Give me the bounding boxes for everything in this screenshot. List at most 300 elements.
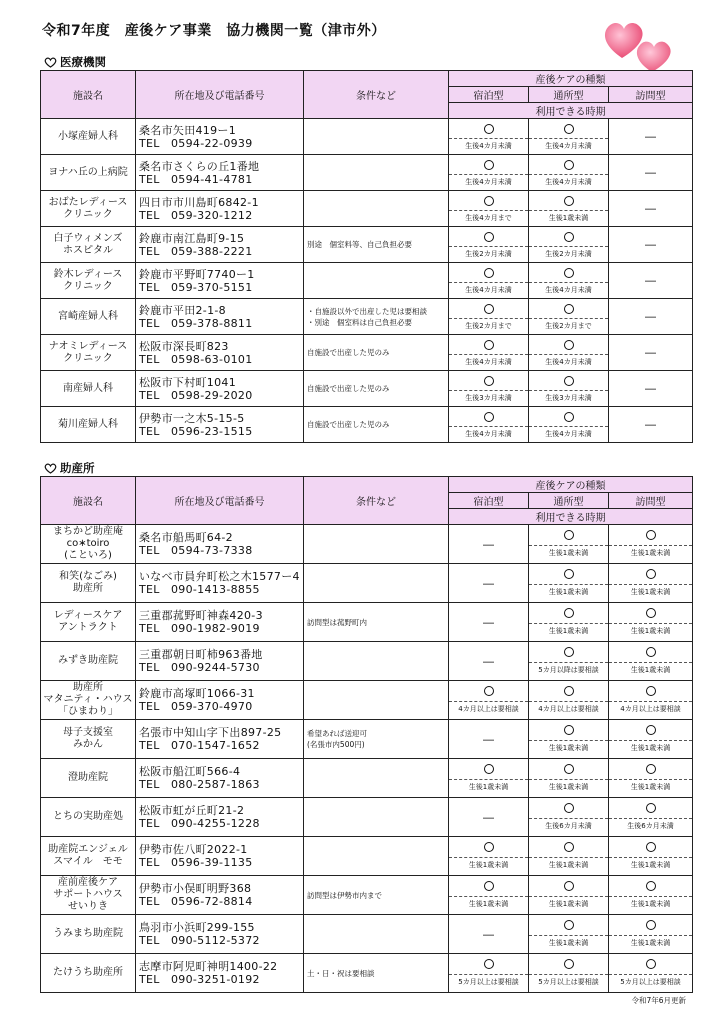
availability-mark [449, 954, 528, 975]
period-text: 生後6カ月未満 [545, 822, 592, 830]
availability-mark [529, 371, 608, 391]
available-circle-icon [484, 376, 494, 386]
facility-name-line: 助産所 [73, 682, 103, 693]
unavailable-dash: ― [645, 238, 657, 251]
address-text: 松阪市深長町823 [139, 339, 229, 353]
service-visit [609, 798, 693, 837]
facility-name-line: 産前産後ケア [58, 877, 118, 888]
phone-number: TEL 059-370-4970 [139, 700, 253, 713]
condition-line: 訪問型は菰野町内 [307, 617, 367, 627]
service-visit [609, 915, 693, 954]
condition-line: ・別途 個室料は自己負担必要 [307, 317, 412, 327]
availability-mark [449, 119, 528, 139]
facility-address [136, 720, 304, 759]
unavailable-dash: ― [483, 810, 494, 824]
header-name: 施設名 [41, 477, 136, 525]
available-circle-icon [646, 647, 656, 657]
conditions [304, 954, 449, 993]
table-row [41, 119, 693, 155]
service-cell [529, 227, 608, 262]
facility-name-line: 助産院エンジェル [48, 844, 128, 855]
facility-address [136, 525, 304, 564]
availability-mark [609, 837, 692, 858]
facility-address [136, 681, 304, 720]
service-visit [609, 681, 693, 720]
phone-number: TEL 090-9244-5730 [139, 661, 260, 674]
availability-mark [529, 603, 608, 624]
facility-name [41, 837, 136, 876]
facility-address [136, 299, 304, 335]
facility-address [136, 227, 304, 263]
service-cell [449, 759, 528, 797]
availability-mark [529, 155, 608, 175]
conditions [304, 227, 449, 263]
available-circle-icon [484, 842, 494, 852]
available-circle-icon [484, 764, 494, 774]
period-text: 生後1歳未満 [630, 900, 671, 908]
available-circle-icon [484, 196, 494, 206]
facility-name-line: 菊川産婦人科 [58, 418, 118, 430]
header-period: 利用できる時期 [449, 103, 693, 119]
facility-name-line: 澄助産院 [68, 772, 108, 783]
period-text: 生後1歳未満 [630, 666, 671, 674]
service-day [529, 642, 609, 681]
table-row [41, 681, 693, 720]
condition-line: 別途 個室料等、自己負担必要 [307, 240, 412, 249]
service-visit [609, 191, 693, 227]
condition-line: 自施設で出産した児のみ [307, 348, 390, 357]
period-text: 生後4カ月未満 [545, 178, 592, 186]
service-cell [529, 603, 608, 641]
facility-name [41, 915, 136, 954]
phone-number: TEL 0596-72-8814 [139, 895, 253, 908]
table-row [41, 759, 693, 798]
facility-address [136, 263, 304, 299]
facility-name-line: 助産所 [73, 583, 103, 594]
table-row [41, 603, 693, 642]
period-text: 4カ月以上は要相談 [538, 705, 599, 713]
service-stay [449, 681, 529, 720]
period-text: 生後1歳未満 [630, 783, 671, 791]
available-circle-icon [646, 959, 656, 969]
available-circle-icon [564, 881, 574, 891]
service-stay [449, 407, 529, 443]
facility-name-line: たけうち助産所 [53, 967, 123, 978]
facility-name-line: マタニティ・ハウス [43, 694, 133, 705]
available-circle-icon [564, 196, 574, 206]
available-circle-icon [484, 304, 494, 314]
service-cell [529, 681, 608, 719]
phone-number: TEL 0594-73-7338 [139, 544, 253, 557]
period-text: 生後3カ月未満 [465, 394, 512, 402]
address-text: 鳥羽市小浜町299-155 [139, 921, 255, 934]
available-circle-icon [564, 608, 574, 618]
header-address: 所在地及び電話番号 [136, 477, 304, 525]
availability-mark [449, 263, 528, 283]
address-text: 鈴鹿市平野町7740ー1 [139, 267, 255, 281]
service-day [529, 371, 609, 407]
service-day [529, 954, 609, 993]
available-circle-icon [484, 232, 494, 242]
service-cell [529, 155, 608, 190]
service-visit [609, 954, 693, 993]
conditions [304, 837, 449, 876]
service-stay [449, 371, 529, 407]
period-text: 生後1歳未満 [468, 900, 509, 908]
service-visit [609, 720, 693, 759]
period-text: 生後4カ月まで [465, 214, 512, 222]
table-row [41, 798, 693, 837]
conditions [304, 191, 449, 227]
service-day [529, 837, 609, 876]
facility-name [41, 299, 136, 335]
address-text: 名張市中知山字下出897-25 [139, 726, 282, 739]
period-text: 生後1歳未満 [630, 588, 671, 596]
service-stay [449, 915, 529, 954]
table-row [41, 407, 693, 443]
conditions [304, 525, 449, 564]
conditions [304, 371, 449, 407]
condition-line: 訪問型は伊勢市内まで [307, 890, 382, 900]
available-circle-icon [646, 530, 656, 540]
service-visit [609, 759, 693, 798]
available-circle-icon [484, 881, 494, 891]
unavailable-dash: ― [483, 732, 494, 746]
availability-mark [529, 227, 608, 247]
service-stay [449, 564, 529, 603]
available-circle-icon [646, 803, 656, 813]
facility-address [136, 119, 304, 155]
availability-mark [609, 525, 692, 546]
available-circle-icon [646, 842, 656, 852]
facility-name-line: ナオミレディース [48, 340, 128, 352]
period-text: 生後1歳未満 [630, 939, 671, 947]
period-text: 生後4カ月未満 [465, 430, 512, 438]
service-cell [449, 299, 528, 334]
facility-name-line: ホスピタル [63, 244, 113, 256]
facility-name [41, 371, 136, 407]
service-stay [449, 759, 529, 798]
available-circle-icon [564, 340, 574, 350]
availability-mark [529, 642, 608, 663]
facility-name-line: 宮崎産婦人科 [58, 310, 118, 322]
available-circle-icon [564, 124, 574, 134]
available-circle-icon [484, 340, 494, 350]
period-text: 生後4カ月未満 [465, 178, 512, 186]
service-day [529, 681, 609, 720]
available-circle-icon [564, 686, 574, 696]
address-text: 鈴鹿市南江島町9-15 [139, 231, 245, 245]
available-circle-icon [484, 268, 494, 278]
facility-name [41, 720, 136, 759]
service-cell [529, 759, 608, 797]
header-stay: 宿泊型 [449, 493, 529, 509]
service-cell [609, 720, 692, 758]
address-text: 伊勢市一之木5-15-5 [139, 411, 245, 425]
availability-mark [609, 759, 692, 780]
service-stay [449, 299, 529, 335]
availability-mark [609, 603, 692, 624]
facility-address [136, 191, 304, 227]
service-cell [529, 915, 608, 953]
available-circle-icon [564, 376, 574, 386]
table-row [41, 155, 693, 191]
period-text: 生後4カ月未満 [545, 430, 592, 438]
unavailable-dash: ― [645, 310, 657, 323]
header-care-types: 産後ケアの種類 [449, 477, 693, 493]
available-circle-icon [646, 920, 656, 930]
available-circle-icon [484, 959, 494, 969]
service-day [529, 299, 609, 335]
available-circle-icon [484, 160, 494, 170]
availability-mark [449, 191, 528, 211]
available-circle-icon [564, 842, 574, 852]
facility-name-line: 和笑(なごみ) [59, 571, 117, 582]
facility-name [41, 407, 136, 443]
address-text: 松阪市虹が丘町21-2 [139, 804, 245, 817]
address-text: 桑名市船馬町64-2 [139, 531, 233, 544]
service-stay [449, 603, 529, 642]
facility-name-line: みかん [73, 739, 103, 750]
service-stay [449, 642, 529, 681]
period-text: 生後2カ月未満 [465, 250, 512, 258]
service-cell [449, 263, 528, 298]
service-cell [449, 954, 528, 992]
service-cell [449, 876, 528, 914]
facility-address [136, 642, 304, 681]
service-stay [449, 263, 529, 299]
facility-name-line: クリニック [63, 280, 113, 292]
availability-mark [529, 915, 608, 936]
availability-mark [529, 954, 608, 975]
service-day [529, 155, 609, 191]
availability-mark [609, 720, 692, 741]
header-stay: 宿泊型 [449, 87, 529, 103]
address-text: 桑名市矢田419ー1 [139, 123, 236, 137]
facility-address [136, 915, 304, 954]
service-day [529, 263, 609, 299]
facility-name [41, 642, 136, 681]
period-text: 生後4カ月未満 [465, 358, 512, 366]
address-text: 桑名市さくらの丘1番地 [139, 159, 260, 173]
availability-mark [529, 876, 608, 897]
service-cell [609, 837, 692, 875]
service-visit [609, 642, 693, 681]
available-circle-icon [564, 232, 574, 242]
period-text: 生後1歳未満 [548, 627, 589, 635]
facility-name [41, 564, 136, 603]
header-address: 所在地及び電話番号 [136, 71, 304, 119]
service-cell [529, 371, 608, 406]
header-visit: 訪問型 [609, 87, 693, 103]
service-visit [609, 155, 693, 191]
table-row [41, 954, 693, 993]
facility-name-line: みずき助産院 [58, 655, 118, 666]
period-text: 5カ月以上は要相談 [458, 978, 519, 986]
period-text: 生後4カ月未満 [465, 142, 512, 150]
period-text: 生後2カ月まで [465, 322, 512, 330]
service-cell [529, 407, 608, 442]
phone-number: TEL 090-1982-9019 [139, 622, 260, 635]
period-text: 生後1歳未満 [630, 549, 671, 557]
condition-line: 土・日・祝は要相談 [307, 968, 375, 978]
update-date: 令和7年6月更新 [631, 996, 686, 1005]
period-text: 生後1歳未満 [468, 861, 509, 869]
unavailable-dash: ― [645, 418, 657, 431]
service-cell [609, 642, 692, 680]
address-text: 四日市市川島町6842-1 [139, 195, 259, 209]
availability-mark [529, 759, 608, 780]
available-circle-icon [646, 608, 656, 618]
unavailable-dash: ― [483, 576, 494, 590]
service-cell [529, 119, 608, 154]
service-cell [609, 798, 692, 836]
period-text: 5カ月以上は要相談 [538, 978, 599, 986]
period-text: 生後1歳未満 [548, 549, 589, 557]
availability-mark [609, 564, 692, 585]
hearts-decoration-icon [600, 14, 684, 76]
service-stay [449, 119, 529, 155]
header-day: 通所型 [529, 87, 609, 103]
period-text: 4カ月以上は要相談 [458, 705, 519, 713]
document-title: 令和7年度 産後ケア事業 協力機関一覧（津市外） [42, 23, 386, 39]
service-cell [529, 299, 608, 334]
service-cell [609, 915, 692, 953]
service-visit [609, 407, 693, 443]
availability-mark [449, 335, 528, 355]
available-circle-icon [484, 686, 494, 696]
availability-mark [529, 407, 608, 427]
conditions [304, 407, 449, 443]
condition-line: 希望あれば送迎可 [307, 729, 367, 738]
unavailable-dash: ― [645, 274, 657, 287]
service-cell [529, 642, 608, 680]
service-visit [609, 603, 693, 642]
period-text: 生後4カ月未満 [545, 358, 592, 366]
service-cell [529, 263, 608, 298]
table-row [41, 720, 693, 759]
availability-mark [449, 407, 528, 427]
service-cell [609, 603, 692, 641]
header-row [41, 71, 693, 87]
service-cell [529, 335, 608, 370]
conditions [304, 335, 449, 371]
availability-mark [529, 119, 608, 139]
service-day [529, 191, 609, 227]
service-visit [609, 119, 693, 155]
service-day [529, 335, 609, 371]
available-circle-icon [564, 803, 574, 813]
unavailable-dash: ― [483, 615, 494, 629]
phone-number: TEL 0596-39-1135 [139, 856, 253, 869]
service-stay [449, 191, 529, 227]
phone-number: TEL 059-320-1212 [139, 208, 253, 222]
phone-number: TEL 090-3251-0192 [139, 973, 260, 986]
service-cell [529, 564, 608, 602]
heart-outline-icon [44, 57, 57, 68]
conditions [304, 642, 449, 681]
phone-number: TEL 059-370-5151 [139, 280, 253, 294]
service-cell [449, 155, 528, 190]
available-circle-icon [646, 725, 656, 735]
service-stay [449, 798, 529, 837]
period-text: 生後4カ月未満 [465, 286, 512, 294]
conditions [304, 603, 449, 642]
period-text: 生後1歳未満 [468, 783, 509, 791]
service-cell [449, 371, 528, 406]
facility-name-line: アントラクト [58, 622, 118, 633]
service-cell [449, 191, 528, 226]
facility-name-line: 「ひまわり」 [58, 706, 118, 717]
availability-mark [449, 876, 528, 897]
service-visit [609, 299, 693, 335]
address-text: 三重郡朝日町柿963番地 [139, 648, 263, 661]
available-circle-icon [564, 959, 574, 969]
facility-address [136, 798, 304, 837]
phone-number: TEL 0598-29-2020 [139, 388, 253, 402]
availability-mark [449, 681, 528, 702]
availability-mark [449, 155, 528, 175]
service-day [529, 915, 609, 954]
condition-line: 自施設で出産した児のみ [307, 384, 390, 393]
service-cell [529, 525, 608, 563]
service-cell [449, 837, 528, 875]
period-text: 生後1歳未満 [548, 588, 589, 596]
availability-mark [529, 720, 608, 741]
facility-name-line: ヨナハ丘の上病院 [48, 166, 128, 178]
service-cell [529, 837, 608, 875]
facility-address [136, 335, 304, 371]
phone-number: TEL 0594-22-0939 [139, 136, 253, 150]
conditions [304, 299, 449, 335]
table-row [41, 915, 693, 954]
address-text: 鈴鹿市平田2-1-8 [139, 303, 226, 317]
header-care-types: 産後ケアの種類 [449, 71, 693, 87]
unavailable-dash: ― [645, 382, 657, 395]
available-circle-icon [564, 530, 574, 540]
available-circle-icon [564, 725, 574, 735]
conditions [304, 681, 449, 720]
availability-mark [529, 263, 608, 283]
availability-mark [529, 837, 608, 858]
facility-name [41, 603, 136, 642]
available-circle-icon [484, 412, 494, 422]
phone-number: TEL 059-388-2221 [139, 244, 253, 258]
facility-name [41, 681, 136, 720]
conditions [304, 564, 449, 603]
period-text: 生後2カ月未満 [545, 250, 592, 258]
section-heading-label: 医療機関 [60, 55, 106, 69]
facility-name [41, 227, 136, 263]
service-stay [449, 954, 529, 993]
service-day [529, 759, 609, 798]
unavailable-dash: ― [645, 202, 657, 215]
section-heading-midwifery [44, 460, 95, 476]
available-circle-icon [564, 412, 574, 422]
service-cell [449, 407, 528, 442]
facility-name-line: co∗toiro [66, 538, 110, 549]
facility-name-line: とちの実助産処 [53, 811, 123, 822]
availability-mark [449, 371, 528, 391]
available-circle-icon [564, 304, 574, 314]
facility-name-line: 鈴木レディース [53, 268, 123, 280]
facility-name-line: レディースケア [53, 610, 123, 621]
facility-name-line: せいりき [68, 901, 108, 912]
period-text: 生後4カ月未満 [545, 142, 592, 150]
availability-mark [609, 798, 692, 819]
service-cell [529, 720, 608, 758]
availability-mark [529, 335, 608, 355]
